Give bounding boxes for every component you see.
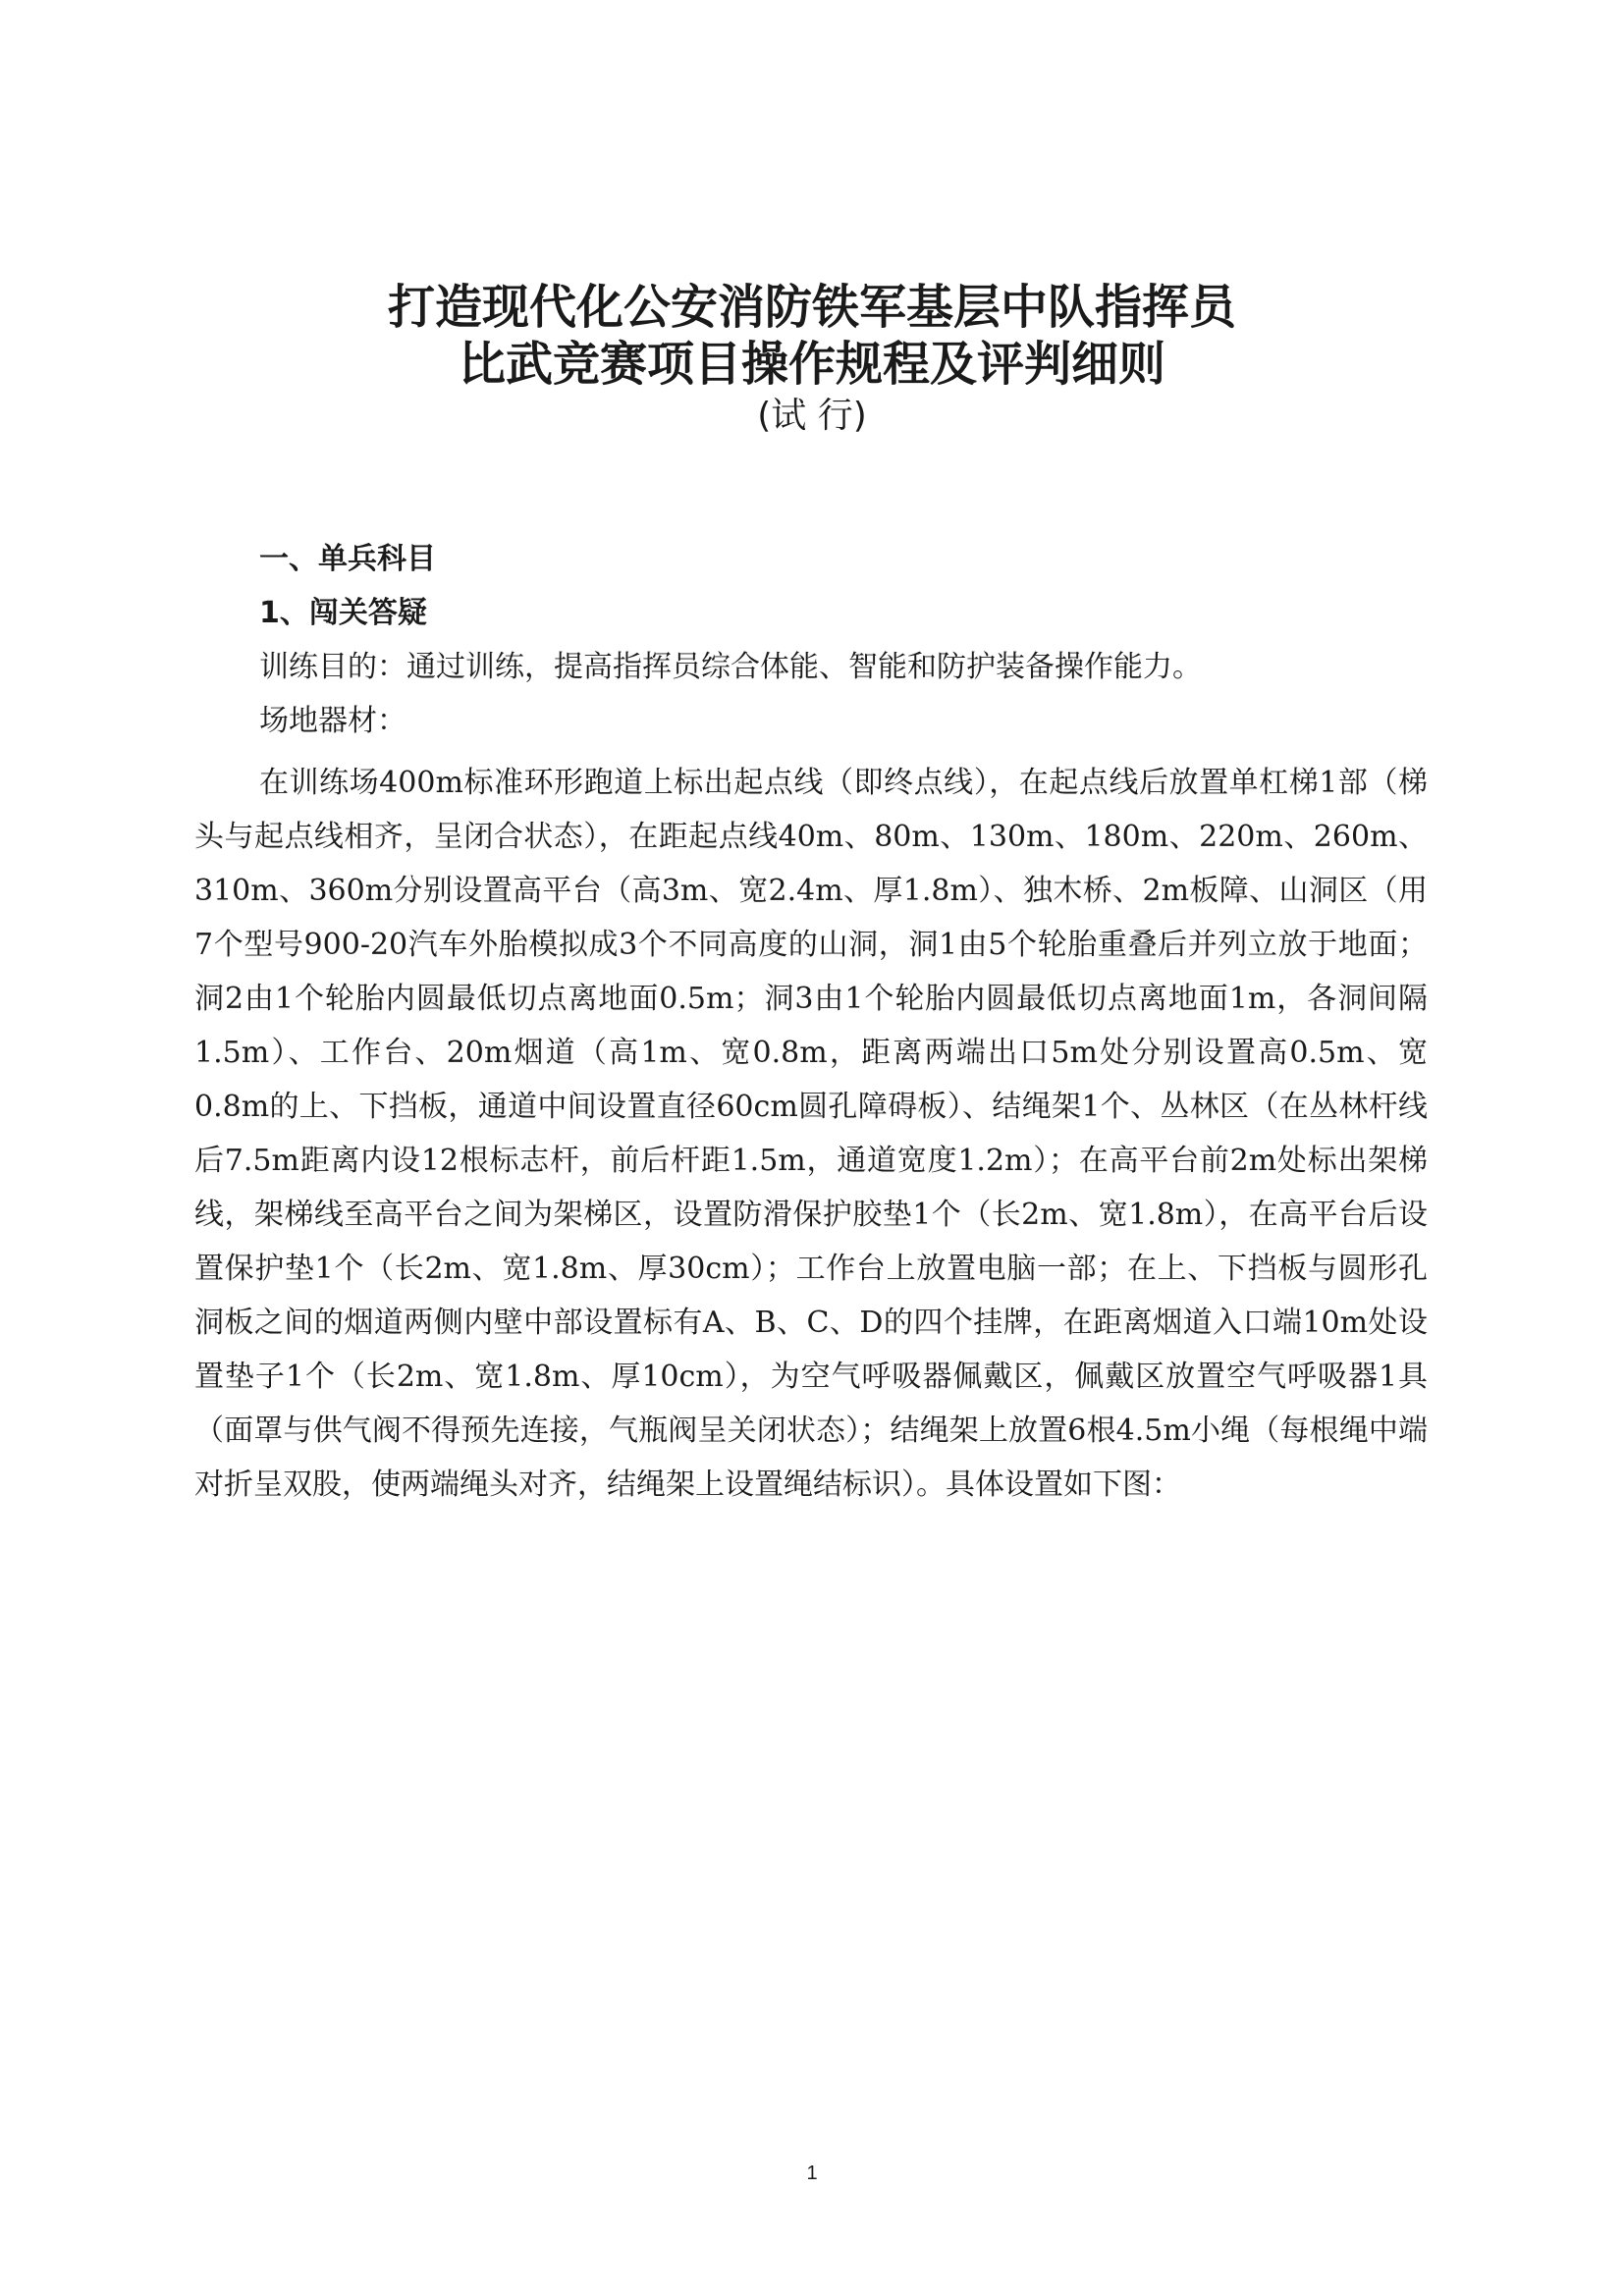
document-subtitle: (试 行) (757, 396, 867, 436)
equipment-description-paragraph: 在训练场400m标准环形跑道上标出起点线（即终点线），在起点线后放置单杠梯1部（梯头与起点线相齐，呈闭合状态），在距起点线40m、80m、130m、180m、220m、260m、310m、360m分别设置高平台（高3m、宽2.4m、厚1.8m）、独木桥、2m板障、山洞区（用7个型号900-20汽车外胎模拟成3个不同高度的山洞，洞1由5个轮胎重叠后并列立放于地面；洞2由1个轮胎内圆最低切点离地面0.5m；洞3由1个轮胎内圆最低切点离地面1m，各洞间隔1.5m）、工作台、20m烟道（高1m、宽0.8m，距离两端出口5m处分别设置高0.5m、宽0.8m的上、下挡板，通道中间设置直径60cm圆孔障碍板）、结绳架1个、丛林区（在丛林杆线后7.5m距离内设12根标志杆，前后杆距1.5m，通道宽度1.2m）；在高平台前2m处标出架梯线，架梯线至高平台之间为架梯区，设置防滑保护胶垫1个（长2m、宽1.8m），在高平台后设置保护垫1个（长2m、宽1.8m、厚30cm）；工作台上放置电脑一部；在上、下挡板与圆形孔洞板之间的烟道两侧内壁中部设置标有A、B、C、D的四个挂牌，在距离烟道入口端10m处设置垫子1个（长2m、宽1.8m、厚10cm），为空气呼吸器佩戴区，佩戴区放置空气呼吸器1具（面罩与供气阀不得预先连接，气瓶阀呈关闭状态）；结绳架上放置6根4.5m小绳（每根绳中端对折呈双股，使两端绳头对齐，结绳架上设置绳结标识）。具体设置如下图： (194, 766, 1428, 1502)
item-heading: 1、闯关答疑 (259, 596, 427, 630)
page-number: 1 (806, 2163, 818, 2184)
section-heading: 一、单兵科目 (259, 542, 436, 576)
equipment-label: 场地器材： (259, 704, 406, 738)
document-title-line-2: 比武竞赛项目操作规程及评判细则 (458, 337, 1165, 392)
training-goal-text: 训练目的：通过训练，提高指挥员综合体能、智能和防护装备操作能力。 (259, 650, 1202, 684)
document-title-line-1: 打造现代化公安消防铁军基层中队指挥员 (387, 280, 1236, 335)
